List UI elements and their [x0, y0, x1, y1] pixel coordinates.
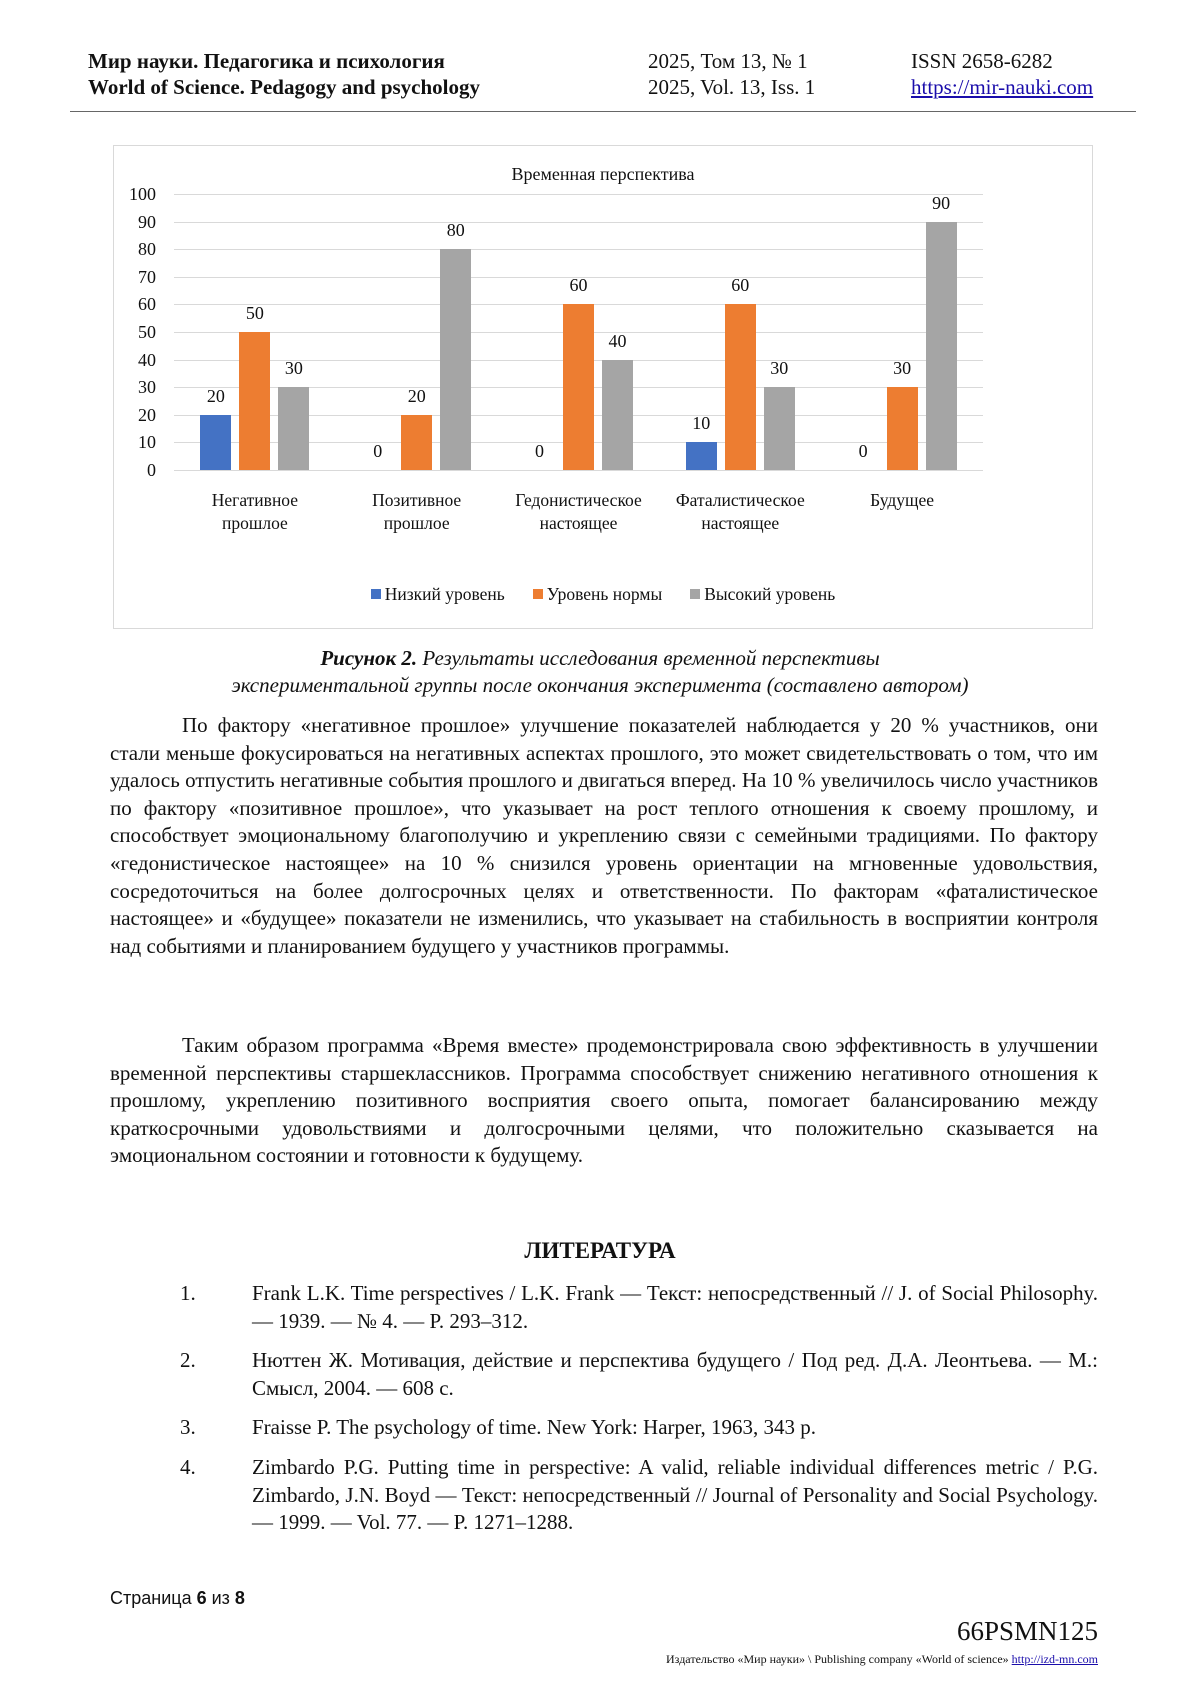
reference-item [180, 1347, 1098, 1402]
references-list [180, 1280, 1098, 1549]
reference-number: 2. [180, 1348, 196, 1373]
chart-title: Временная перспектива [511, 164, 695, 184]
gridline [174, 222, 983, 223]
bar [602, 360, 633, 470]
plot-area [129, 184, 983, 533]
bar-value-label: 30 [284, 358, 303, 379]
bar-chart [113, 145, 1093, 629]
chart-legend [114, 584, 1092, 605]
bar-value-label: 0 [858, 441, 868, 461]
y-tick-label: 70 [138, 266, 156, 287]
legend-item [371, 584, 505, 605]
bar [278, 387, 309, 470]
journal-header [88, 48, 1118, 100]
bar-value-label: 90 [932, 192, 951, 213]
x-category-label: Негативное прошлое [211, 490, 299, 533]
reference-item [180, 1280, 1098, 1335]
bar [200, 415, 231, 470]
page-current: 6 [196, 1588, 207, 1608]
bar [686, 442, 717, 470]
legend-label: Уровень нормы [546, 584, 663, 604]
caption-line-1: Результаты исследования временной перспективы [417, 646, 880, 670]
issue-en: 2025, Vol. 13, Iss. 1 [648, 75, 816, 99]
bar [239, 332, 270, 470]
bar-value-label: 60 [569, 275, 588, 296]
y-tick-label: 80 [138, 239, 156, 260]
publisher-text: Издательство «Мир науки» \ Publishing company «World of science» [666, 1652, 1012, 1666]
legend-label: Высокий уровень [704, 584, 836, 604]
bar [725, 304, 756, 470]
issue-ru: 2025, Том 13, № 1 [648, 49, 808, 73]
legend-item [690, 584, 835, 605]
bar [440, 249, 471, 470]
bar-value-label: 30 [770, 358, 789, 379]
reference-text: Нюттен Ж. Мотивация, действие и перспектива будущего / Под ред. Д.А. Леонтьева. — М.: Смысл, 2004. — 608 с. [252, 1348, 1098, 1400]
legend-swatch-icon [371, 589, 381, 599]
reference-number: 4. [180, 1454, 196, 1479]
body-paragraph: По фактору «негативное прошлое» улучшение показателей наблюдается у 20 % участников, они стали меньше фокусироваться на негативных аспектах прошлого, это может свидетельствовать о том, что им удалось отпустить негативные события прошлого и двигаться вперед. На 10 % увеличилось число участников по фактору «позитивное прошлое», что указывает на рост теплого отношения к своему прошлому, и способствует эмоциональному благополучию и укреплению связи с семейными традициями. По фактору «гедонистическое настоящее» на 10 % снизился уровень ориентации на мгновенные удовольствия, сосредоточиться на более долгосрочных целях и ответственности. По факторам «фаталистическое настоящее» и «будущее» показатели не изменились, что указывает на стабильность в восприятии контроля над событиями и планированием будущего у участников программы. [110, 713, 1098, 958]
reference-text: Frank L.K. Time perspectives / L.K. Frank — Текст: непосредственный // J. of Social Philosophy. — 1939. — № 4. — P. 293–312. [252, 1281, 1098, 1333]
y-tick-label: 50 [138, 322, 156, 342]
bar-value-label: 30 [893, 358, 912, 379]
page-mid: из [206, 1588, 235, 1608]
bar-value-label: 40 [608, 330, 627, 351]
caption-line-2: экспериментальной группы после окончания эксперимента (составлено автором) [231, 673, 969, 697]
bar [764, 387, 795, 470]
legend-swatch-icon [690, 589, 700, 599]
reference-number: 3. [180, 1415, 196, 1440]
gridline [174, 249, 983, 250]
bar-value-label: 20 [407, 385, 426, 406]
legend-item [533, 584, 662, 605]
x-category-label: Будущее [870, 490, 935, 510]
bar-value-label: 80 [446, 220, 465, 241]
publisher-link[interactable]: http://izd-mn.com [1011, 1652, 1098, 1666]
y-tick-label: 100 [129, 184, 156, 204]
y-tick-label: 40 [138, 349, 156, 370]
bar [401, 415, 432, 470]
bar [887, 387, 918, 470]
journal-url-link[interactable]: https://mir-nauki.com [911, 75, 1094, 99]
reference-item [180, 1454, 1098, 1537]
publisher-line [666, 1652, 1098, 1667]
bar-value-label: 0 [535, 441, 544, 461]
bar-value-label: 20 [206, 385, 225, 406]
y-tick-label: 60 [138, 294, 156, 315]
bar-value-label: 60 [731, 275, 750, 296]
bar [563, 304, 594, 470]
reference-text: Zimbardo P.G. Putting time in perspective: A valid, reliable individual differences metric / P.G. Zimbardo, J.N. Boyd — Текст: непосредственный // Journal of Personality and Social Psychology. — 1999. — Vol. 77. — P. 1271–1288. [252, 1454, 1098, 1535]
journal-title-ru: Мир науки. Педагогика и психология [88, 49, 445, 73]
gridline [174, 470, 983, 471]
reference-text: Fraisse P. The psychology of time. New York: Harper, 1963, 343 p. [252, 1415, 816, 1440]
x-category-label: Позитивное прошлое [372, 490, 462, 533]
body-paragraph-1-block [110, 712, 1098, 960]
reference-item [180, 1414, 1098, 1442]
x-category-label: Фаталистическое настоящее [675, 490, 805, 533]
y-tick-label: 0 [147, 460, 156, 480]
figure-caption [100, 645, 1100, 699]
bar [926, 222, 957, 470]
references-heading: ЛИТЕРАТУРА [524, 1238, 676, 1263]
y-tick-label: 90 [138, 211, 156, 232]
page-total: 8 [234, 1588, 245, 1608]
journal-title-en: World of Science. Pedagogy and psychology [88, 75, 481, 99]
bar-value-label: 10 [692, 413, 711, 434]
legend-label: Низкий уровень [384, 584, 505, 604]
y-tick-label: 20 [138, 404, 156, 425]
figure-label: Рисунок 2. [320, 646, 418, 670]
bar-value-label: 0 [373, 441, 383, 461]
y-tick-label: 30 [138, 377, 156, 398]
page-number [110, 1588, 245, 1609]
gridline [174, 194, 983, 195]
bar-value-label: 50 [245, 303, 264, 323]
legend-swatch-icon [533, 589, 543, 599]
y-tick-label: 10 [138, 432, 156, 453]
x-category-label: Гедонистическое настоящее [515, 490, 642, 533]
header-divider [70, 111, 1136, 112]
issn: ISSN 2658-6282 [911, 49, 1053, 73]
reference-number: 1. [180, 1281, 196, 1305]
article-code: 66PSMN125 [956, 1616, 1098, 1646]
body-paragraph: Таким образом программа «Время вместе» продемонстрировала свою эффективность в улучшении временной перспективы старшеклассников. Программа способствует снижению негативного отношения к прошлому, укреплению позитивного восприятия своего опыта, помогает балансированию между краткосрочными удовольствиями и долгосрочными целями, что положительно сказывается на эмоциональном состоянии и готовности к будущему. [110, 1033, 1098, 1168]
body-paragraph-2-block [110, 1032, 1098, 1170]
page-prefix: Страница [110, 1588, 197, 1608]
